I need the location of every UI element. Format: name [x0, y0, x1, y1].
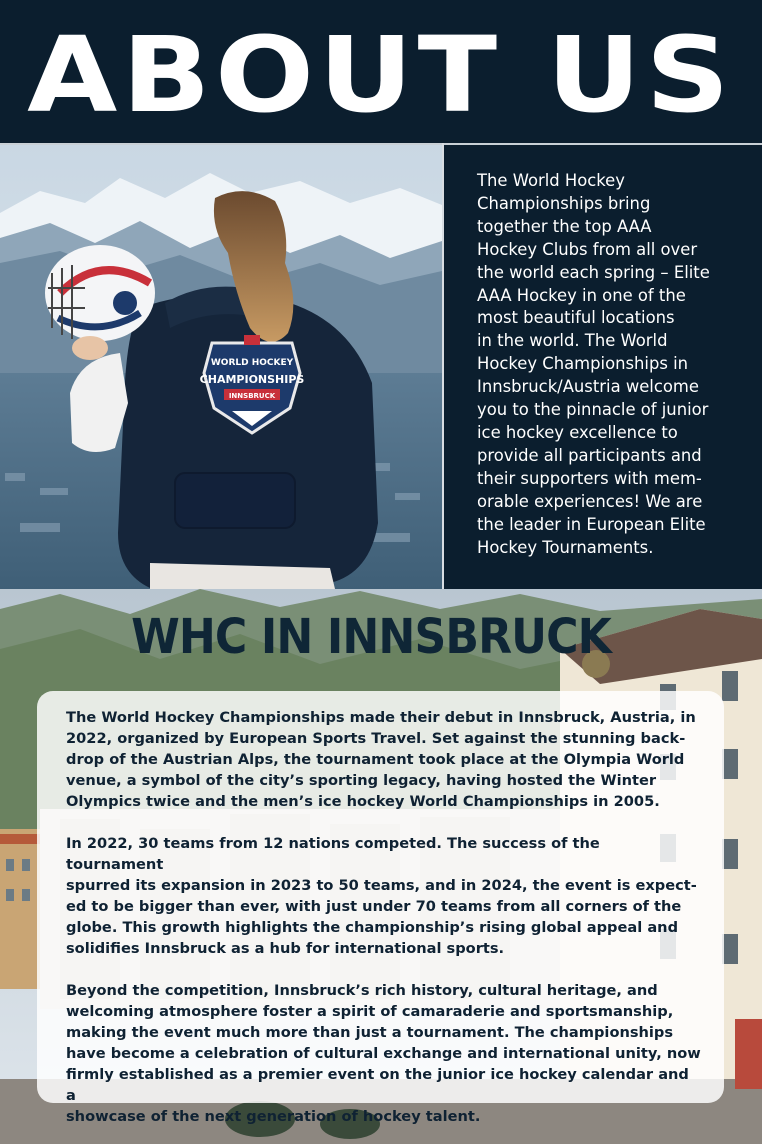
- paragraph-debut: The World Hockey Championships made their debut in Innsbruck, Austria, in 2022, organized by European Sports Travel. Set against the stunning back- drop of the Austrian Alps, the tournament took place at the Olympia World venue, a symbol of the city’s sporting legacy, having hosted the Winter Olympics twice and the men’s ice hockey World Championships in 2005.: [66, 709, 696, 810]
- paragraph-growth: In 2022, 30 teams from 12 nations competed. The success of the tournament spurred its expansion in 2023 to 50 teams, and in 2024, the event is expect- ed to be bigger than ever, with just under 70 teams from all corners of the globe. This growth highlights the championship’s rising global appeal and solidifies Innsbruck as a hub for international sports.: [66, 835, 697, 957]
- intro-panel: [444, 145, 762, 589]
- section-heading: WHC IN INNSBRUCK: [131, 609, 611, 665]
- logo-text-line2: CHAMPIONSHIPS: [199, 373, 305, 386]
- logo-text-line3: INNSBRUCK: [228, 392, 276, 400]
- page-title: ABOUT US: [27, 13, 735, 136]
- paragraph-culture: Beyond the competition, Innsbruck’s rich history, cultural heritage, and welcoming atmosphere foster a spirit of camaraderie and sportsmanship, making the event much more than just a tournament. The championships have become a celebration of cultural exchange and international unity, now firmly established as a premier event on the junior ice hockey calendar and a showcase of the next generation of hockey talent.: [66, 982, 701, 1125]
- hero-photo-illustration: [0, 143, 442, 589]
- hero-photo: [0, 143, 442, 589]
- goalie-helmet-icon: [45, 245, 155, 341]
- innsbruck-textbox: [37, 691, 724, 1125]
- intro-text: The World Hockey Championships bring together the top AAA Hockey Clubs from all over the world each spring – Elite AAA Hockey in one of the most beautiful locations in the world. The World Hockey Championships in Innsbruck/Austria welcome you to the pinnacle of junior ice hockey excellence to provide all participants and their supporters with mem- orable experiences! We are the leader in European Elite Hockey Tournaments.: [477, 171, 710, 557]
- logo-text-line1: WORLD HOCKEY: [210, 358, 294, 368]
- page-header: [0, 0, 762, 143]
- innsbruck-section: [0, 589, 762, 1144]
